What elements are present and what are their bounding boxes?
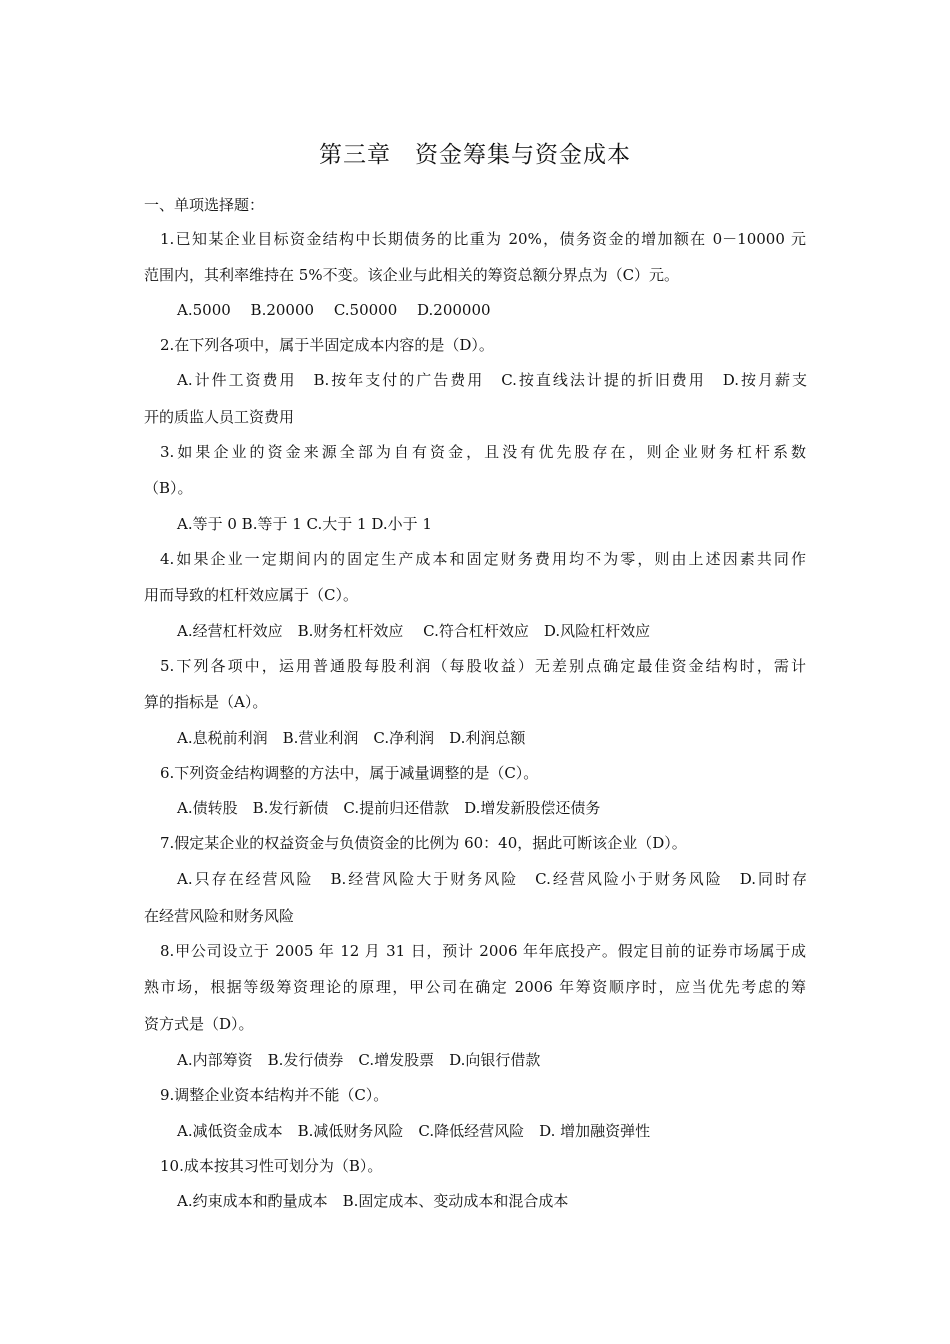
question-5-options: A.息税前利润 B.营业利润 C.净利润 D.利润总额 [177,729,526,747]
question-4-stem-line-2: 用而导致的杠杆效应属于（C）。 [144,586,358,604]
question-4-stem-line-1: 4.如果企业一定期间内的固定生产成本和固定财务费用均不为零，则由上述因素共同作 [160,550,806,568]
question-2-options-line-1: A.计件工资费用 B.按年支付的广告费用 C.按直线法计提的折旧费用 D.按月薪支 [177,371,807,389]
question-3-stem-line-1: 3.如果企业的资金来源全部为自有资金，且没有优先股存在，则企业财务杠杆系数 [160,443,806,461]
question-7-options-line-2: 在经营风险和财务风险 [144,907,295,925]
question-7-options-line-1: A.只存在经营风险 B.经营风险大于财务风险 C.经营风险小于财务风险 D.同时存 [177,870,807,888]
question-8-stem-line-3: 资方式是（D）。 [144,1015,254,1033]
question-1-stem-line-2: 范围内，其利率维持在 5%不变。该企业与此相关的筹资总额分界点为（C）元。 [144,266,680,284]
question-6-options: A.债转股 B.发行新债 C.提前归还借款 D.增发新股偿还债务 [177,799,601,817]
question-10-options: A.约束成本和酌量成本 B.固定成本、变动成本和混合成本 [177,1192,569,1210]
question-9-options: A.减低资金成本 B.减低财务风险 C.降低经营风险 D. 增加融资弹性 [177,1122,651,1140]
question-2-options-line-2: 开的质监人员工资费用 [144,408,295,426]
question-6-stem: 6.下列资金结构调整的方法中，属于减量调整的是（C）。 [160,764,539,782]
question-3-options: A.等于 0 B.等于 1 C.大于 1 D.小于 1 [177,515,432,533]
question-5-stem-line-1: 5.下列各项中，运用普通股每股利润（每股收益）无差别点确定最佳资金结构时，需计 [160,657,806,675]
question-1-stem-line-1: 1.已知某企业目标资金结构中长期债务的比重为 20%，债务资金的增加额在 0－10000 元 [160,230,806,248]
question-8-options: A.内部筹资 B.发行债券 C.增发股票 D.向银行借款 [177,1051,541,1069]
question-5-stem-line-2: 算的指标是（A）。 [144,693,268,711]
section-heading: 一、单项选择题： [144,196,265,214]
question-8-stem-line-1: 8.甲公司设立于 2005 年 12 月 31 日，预计 2006 年年底投产。假定目前的证券市场属于成 [160,942,806,960]
question-8-stem-line-2: 熟市场，根据等级筹资理论的原理，甲公司在确定 2006 年筹资顺序时，应当优先考虑的筹 [144,978,806,996]
question-7-stem: 7.假定某企业的权益资金与负债资金的比例为 60：40，据此可断该企业（D）。 [160,834,687,852]
question-3-stem-line-2: （B）。 [144,479,193,497]
question-4-options: A.经营杠杆效应 B.财务杠杆效应 C.符合杠杆效应 D.风险杠杆效应 [177,622,651,640]
chapter-title: 第三章 资金筹集与资金成本 [319,142,631,168]
question-9-stem: 9.调整企业资本结构并不能（C）。 [160,1086,389,1104]
question-2-stem: 2.在下列各项中，属于半固定成本内容的是（D）。 [160,336,494,354]
question-1-options: A.5000 B.20000 C.50000 D.200000 [177,301,491,319]
question-10-stem: 10.成本按其习性可划分为（B）。 [160,1157,383,1175]
